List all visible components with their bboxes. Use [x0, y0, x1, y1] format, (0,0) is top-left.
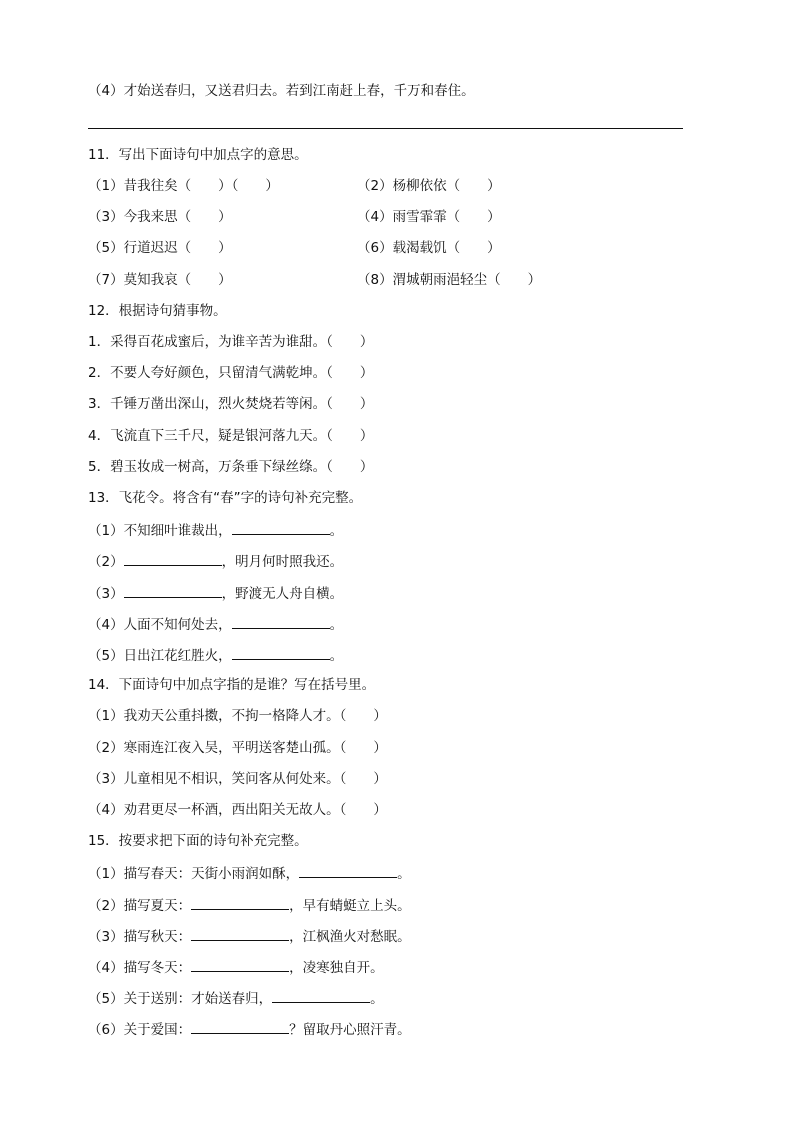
- q13-item-text: （3）: [88, 586, 124, 602]
- q13-title: 13．飞花令。将含有“春”字的诗句补充完整。: [88, 490, 363, 506]
- q12-item: 3．千锤万凿出深山，烈火焚烧若等闲。（ ）: [88, 396, 374, 412]
- q11-item: （7）莫知我哀（ ）: [88, 272, 232, 288]
- q15-item: [88, 957, 384, 977]
- q12-item: 2．不要人夸好颜色，只留清气满乾坤。（ ）: [88, 365, 374, 381]
- q12-title: 12．根据诗句猜事物。: [88, 303, 227, 319]
- q13-item-text: 。: [329, 617, 344, 633]
- fill-blank[interactable]: [191, 895, 289, 910]
- q15-item-text: ，凌寒独自开。: [289, 960, 384, 976]
- q11-item: （8）渭城朝雨浥轻尘（ ）: [357, 272, 542, 288]
- q11-item: （4）雨雪霏霏（ ）: [357, 209, 501, 225]
- q13-item: [88, 614, 343, 634]
- q11-item: （3）今我来思（ ）: [88, 209, 232, 225]
- q11-item: （6）载渴载饥（ ）: [357, 240, 501, 256]
- q15-item: [88, 988, 384, 1008]
- q14-item: （1）我劝天公重抖擞，不拘一格降人才。（ ）: [88, 708, 387, 724]
- q11-item: （2）杨柳依依（ ）: [357, 178, 501, 194]
- q13-item: [88, 645, 343, 665]
- q14-item: （3）儿童相见不相识，笑问客从何处来。（ ）: [88, 771, 387, 787]
- q15-item: [88, 863, 411, 883]
- q15-item-text: 。: [370, 991, 384, 1007]
- q11-item: （5）行道迟迟（ ）: [88, 240, 232, 256]
- q15-item-text: ？留取丹心照汗青。: [289, 1022, 411, 1038]
- fill-blank[interactable]: [124, 551, 222, 566]
- q15-item-text: （4）描写冬天：: [88, 960, 192, 976]
- q14-title: 14．下面诗句中加点字指的是谁？写在括号里。: [88, 677, 376, 693]
- q13-item-text: ，野渡无人舟自横。: [221, 586, 344, 602]
- q11-title: 11．写出下面诗句中加点字的意思。: [88, 147, 308, 163]
- q13-item-text: （4）人面不知何处去，: [88, 617, 232, 633]
- q14-item: （2）寒雨连江夜入吴，平明送客楚山孤。（ ）: [88, 740, 387, 756]
- fill-blank[interactable]: [232, 520, 330, 535]
- q10-item-4: （4）才始送春归，又送君归去。若到江南赶上春，千万和春住。: [88, 83, 475, 99]
- q15-item-text: ，江枫渔火对愁眠。: [289, 929, 411, 945]
- fill-blank[interactable]: [272, 988, 370, 1003]
- q13-item-text: 。: [329, 523, 344, 539]
- q13-item-text: 。: [329, 648, 344, 664]
- q15-item-text: （1）描写春天：天街小雨润如酥，: [88, 866, 300, 882]
- q15-item: [88, 926, 411, 946]
- q12-item: 5．碧玉妆成一树高，万条垂下绿丝绦。（ ）: [88, 459, 374, 475]
- q15-item-text: （6）关于爱国：: [88, 1022, 192, 1038]
- q13-item-text: （1）不知细叶谁裁出，: [88, 523, 232, 539]
- fill-blank[interactable]: [124, 583, 222, 598]
- q13-item-text: （2）: [88, 554, 124, 570]
- q15-item-text: ，早有蜻蜓立上头。: [289, 898, 411, 914]
- fill-blank[interactable]: [232, 614, 330, 629]
- q15-item: [88, 1019, 411, 1039]
- fill-blank[interactable]: [191, 1019, 289, 1034]
- q15-item-text: 。: [397, 866, 411, 882]
- q15-item-text: （5）关于送别：才始送春归，: [88, 991, 273, 1007]
- fill-blank[interactable]: [191, 957, 289, 972]
- q15-item-text: （3）描写秋天：: [88, 929, 192, 945]
- fill-blank[interactable]: [191, 926, 289, 941]
- q13-item-text: ，明月何时照我还。: [221, 554, 344, 570]
- q15-item: [88, 895, 411, 915]
- fill-blank[interactable]: [299, 863, 397, 878]
- q14-item: （4）劝君更尽一杯酒，西出阳关无故人。（ ）: [88, 802, 387, 818]
- q13-item: [88, 520, 343, 540]
- q13-item: [88, 583, 343, 603]
- q12-item: 1．采得百花成蜜后，为谁辛苦为谁甜。（ ）: [88, 334, 374, 350]
- q15-title: 15．按要求把下面的诗句补充完整。: [88, 833, 308, 849]
- q15-item-text: （2）描写夏天：: [88, 898, 192, 914]
- fill-blank[interactable]: [232, 645, 330, 660]
- q13-item-text: （5）日出江花红胜火，: [88, 648, 232, 664]
- q12-item: 4．飞流直下三千尺，疑是银河落九天。（ ）: [88, 428, 374, 444]
- answer-line: [88, 128, 683, 129]
- q13-item: [88, 551, 343, 571]
- q11-item: （1）昔我往矣（ ）（ ）: [88, 178, 279, 194]
